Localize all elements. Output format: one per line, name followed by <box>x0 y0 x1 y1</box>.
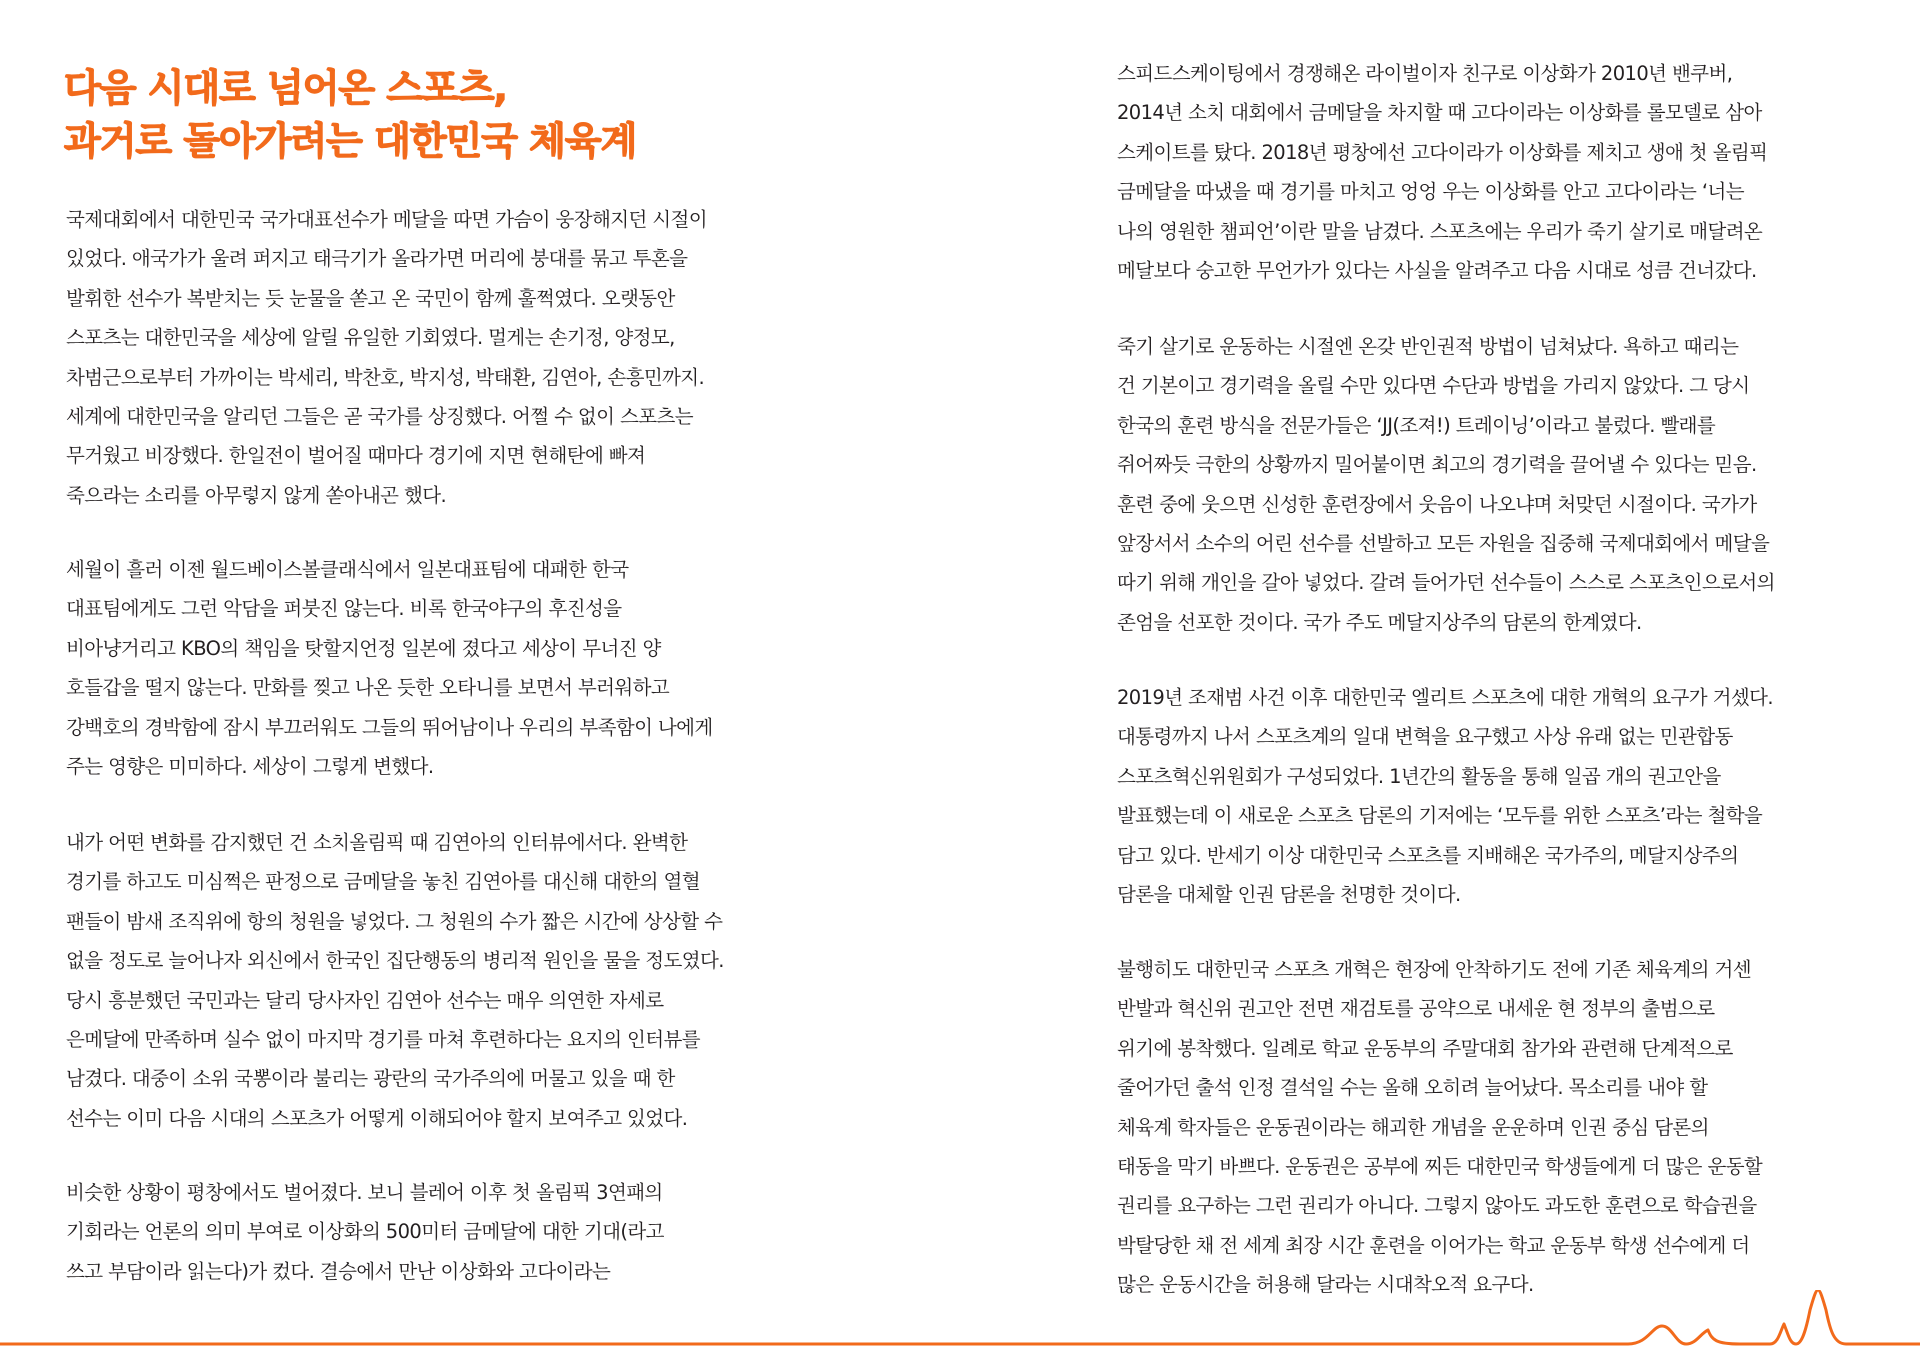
text-line: 기회라는 언론의 의미 부여로 이상화의 500미터 금메달에 대한 기대(라고 <box>66 1220 664 1244</box>
text-line: 세계에 대한민국을 알리던 그들은 곧 국가를 상징했다. 어쩔 수 없이 스포츠는 <box>66 405 693 429</box>
text-line: 2019년 조재범 사건 이후 대한민국 엘리트 스포츠에 대한 개혁의 요구가 거셌다. <box>1117 686 1773 709</box>
decorative-heartbeat-line <box>0 1290 1920 1362</box>
text-line: 스피드스케이팅에서 경쟁해온 라이벌이자 친구로 이상화가 2010년 밴쿠버, <box>1117 62 1733 85</box>
text-line: 스포츠는 대한민국을 세상에 알릴 유일한 기회였다. 멀게는 손기정, 양정모, <box>66 326 675 350</box>
paragraph <box>66 200 707 515</box>
text-line: 건 기본이고 경기력을 올릴 수만 있다면 수단과 방법을 가리지 않았다. 그 당시 <box>1117 374 1750 398</box>
text-line: 한국의 훈련 방식을 전문가들은 ‘JJ(조져!) 트레이닝’이라고 불렀다. 빨래를 <box>1117 413 1716 437</box>
paragraph <box>1117 54 1767 290</box>
paragraph <box>66 550 713 786</box>
paragraph <box>1117 327 1775 642</box>
paragraph <box>1117 678 1773 914</box>
text-line: 위기에 봉착했다. 일례로 학교 운동부의 주말대회 참가와 관련해 단계적으로 <box>1117 1036 1733 1060</box>
text-line: 담론을 대체할 인권 담론을 천명한 것이다. <box>1117 883 1461 907</box>
text-line: 스포츠혁신위원회가 구성되었다. 1년간의 활동을 통해 일곱 개의 권고안을 <box>1117 764 1721 788</box>
text-line: 발휘한 선수가 복받치는 듯 눈물을 쏟고 온 국민이 함께 훌쩍였다. 오랫동안 <box>66 286 675 310</box>
text-line: 있었다. 애국가가 울려 퍼지고 태극기가 올라가면 머리에 붕대를 묶고 투혼을 <box>66 247 688 271</box>
text-line: 차범근으로부터 가까이는 박세리, 박찬호, 박지성, 박태환, 김연아, 손흥민까지. <box>66 365 705 389</box>
text-line: 반발과 혁신위 권고안 전면 재검토를 공약으로 내세운 현 정부의 출범으로 <box>1117 997 1715 1021</box>
text-line: 2014년 소치 대회에서 금메달을 차지할 때 고다이라는 이상화를 롤모델로 삼아 <box>1117 101 1762 125</box>
text-line: 팬들이 밤새 조직위에 항의 청원을 넣었다. 그 청원의 수가 짧은 시간에 상상할 수 <box>66 909 723 933</box>
article-title-line-1: 다음 시대로 넘어온 스포츠, <box>64 66 507 110</box>
text-line: 박탈당한 채 전 세계 최장 시간 훈련을 이어가는 학교 운동부 학생 선수에게 더 <box>1117 1233 1750 1257</box>
text-line: 메달보다 숭고한 무언가가 있다는 사실을 알려주고 다음 시대로 성큼 건너갔다. <box>1117 259 1757 283</box>
text-line: 죽으라는 소리를 아무렇지 않게 쏟아내곤 했다. <box>66 483 447 507</box>
text-line: 죽기 살기로 운동하는 시절엔 온갖 반인권적 방법이 넘쳐났다. 욕하고 때리는 <box>1117 335 1739 358</box>
article-title <box>64 62 824 168</box>
text-line: 경기를 하고도 미심쩍은 판정으로 금메달을 놓친 김연아를 대신해 대한의 열혈 <box>66 870 700 894</box>
text-line: 쓰고 부담이라 읽는다)가 컸다. 결승에서 만난 이상화와 고다이라는 <box>66 1259 611 1283</box>
text-line: 앞장서서 소수의 어린 선수를 선발하고 모든 자원을 집중해 국제대회에서 메달을 <box>1117 532 1770 556</box>
paragraph <box>1117 950 1762 1305</box>
text-line: 발표했는데 이 새로운 스포츠 담론의 기저에는 ‘모두를 위한 스포츠’라는 철학을 <box>1117 804 1763 828</box>
text-line: 없을 정도로 늘어나자 외신에서 한국인 집단행동의 병리적 원인을 물을 정도였다. <box>66 949 724 973</box>
text-line: 많은 운동시간을 허용해 달라는 시대착오적 요구다. <box>1117 1273 1534 1297</box>
text-line: 선수는 이미 다음 시대의 스포츠가 어떻게 이해되어야 할지 보여주고 있었다. <box>66 1106 688 1130</box>
text-line: 체육계 학자들은 운동권이라는 해괴한 개념을 운운하며 인권 중심 담론의 <box>1117 1115 1709 1139</box>
text-line: 줄어가던 출석 인정 결석일 수는 올해 오히려 늘어났다. 목소리를 내야 할 <box>1117 1076 1708 1100</box>
text-line: 불행히도 대한민국 스포츠 개혁은 현장에 안착하기도 전에 기존 체육계의 거센 <box>1117 958 1751 981</box>
text-line: 금메달을 따냈을 때 경기를 마치고 엉엉 우는 이상화를 안고 고다이라는 ‘너는 <box>1117 180 1744 204</box>
text-line: 따기 위해 개인을 갈아 넣었다. 갈려 들어가던 선수들이 스스로 스포츠인으로서의 <box>1117 571 1775 595</box>
paragraph <box>66 1173 664 1291</box>
paragraph <box>66 823 724 1138</box>
text-line: 비슷한 상황이 평창에서도 벌어졌다. 보니 블레어 이후 첫 올림픽 3연패의 <box>66 1181 663 1204</box>
text-line: 담고 있다. 반세기 이상 대한민국 스포츠를 지배해온 국가주의, 메달지상주의 <box>1117 843 1739 867</box>
text-line: 비아냥거리고 KBO의 책임을 탓할지언정 일본에 졌다고 세상이 무너진 양 <box>66 636 661 660</box>
text-line: 스케이트를 탔다. 2018년 평창에선 고다이라가 이상화를 제치고 생애 첫 올림픽 <box>1117 140 1768 164</box>
text-line: 훈련 중에 웃으면 신성한 훈련장에서 웃음이 나오냐며 처맞던 시절이다. 국가가 <box>1117 492 1757 516</box>
text-line: 권리를 요구하는 그런 권리가 아니다. 그렇지 않아도 과도한 훈련으로 학습권을 <box>1117 1194 1757 1218</box>
text-line: 강백호의 경박함에 잠시 부끄러워도 그들의 뛰어남이나 우리의 부족함이 나에게 <box>66 715 713 739</box>
text-line: 쥐어짜듯 극한의 상황까지 밀어붙이면 최고의 경기력을 끌어낼 수 있다는 믿음. <box>1117 453 1757 477</box>
text-line: 내가 어떤 변화를 감지했던 건 소치올림픽 때 김연아의 인터뷰에서다. 완벽한 <box>66 831 688 854</box>
text-line: 주는 영향은 미미하다. 세상이 그렇게 변했다. <box>66 755 434 779</box>
article-title-line-2: 과거로 돌아가려는 대한민국 체육계 <box>64 119 637 163</box>
text-line: 은메달에 만족하며 실수 없이 마지막 경기를 마쳐 후련하다는 요지의 인터뷰를 <box>66 1028 700 1052</box>
text-line: 존엄을 선포한 것이다. 국가 주도 메달지상주의 담론의 한계였다. <box>1117 610 1642 634</box>
text-line: 당시 흥분했던 국민과는 달리 당사자인 김연아 선수는 매우 의연한 자세로 <box>66 988 664 1012</box>
text-line: 대표팀에게도 그런 악담을 퍼붓진 않는다. 비록 한국야구의 후진성을 <box>66 597 622 621</box>
text-line: 호들갑을 떨지 않는다. 만화를 찢고 나온 듯한 오타니를 보면서 부러워하고 <box>66 676 670 700</box>
text-line: 국제대회에서 대한민국 국가대표선수가 메달을 따면 가슴이 웅장해지던 시절이 <box>66 208 708 231</box>
text-line: 대통령까지 나서 스포츠계의 일대 변혁을 요구했고 사상 유래 없는 민관합동 <box>1117 725 1733 749</box>
text-line: 세월이 흘러 이젠 월드베이스볼클래식에서 일본대표팀에 대패한 한국 <box>66 558 629 581</box>
text-line: 남겼다. 대중이 소위 국뽕이라 불리는 광란의 국가주의에 머물고 있을 때 한 <box>66 1067 675 1091</box>
text-line: 태동을 막기 바쁘다. 운동권은 공부에 찌든 대한민국 학생들에게 더 많은 운동할 <box>1117 1155 1763 1179</box>
text-line: 나의 영원한 챔피언’이란 말을 남겼다. 스포츠에는 우리가 죽기 살기로 매달려온 <box>1117 219 1763 243</box>
heartbeat-line-path <box>0 1290 1920 1344</box>
text-line: 무거웠고 비장했다. 한일전이 벌어질 때마다 경기에 지면 현해탄에 빠져 <box>66 444 646 468</box>
